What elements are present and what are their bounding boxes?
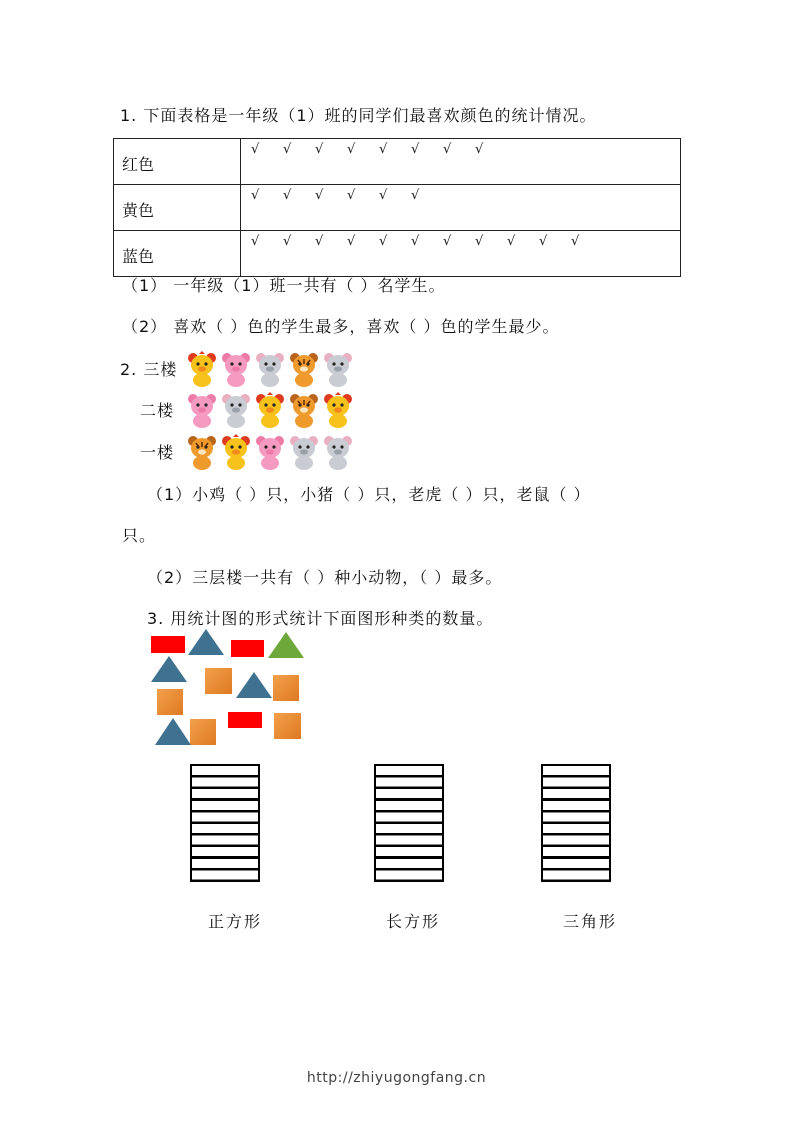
footer-url[interactable]: http://zhiyugongfang.cn (306, 1070, 487, 1086)
row-label-blue: 蓝色 (114, 231, 241, 277)
label-square: 正方形 (208, 912, 263, 931)
check-mark: √ (251, 142, 260, 157)
blue-triangle (188, 629, 224, 655)
check-mark: √ (315, 234, 324, 249)
chick-icon (220, 434, 252, 470)
check-mark: √ (443, 234, 452, 249)
pig-icon (220, 351, 252, 387)
check-mark: √ (379, 234, 388, 249)
chick-icon (254, 392, 286, 428)
table-row (114, 185, 681, 231)
check-mark: √ (379, 188, 388, 203)
floor2-animals (186, 392, 354, 428)
blue-triangle (151, 656, 187, 682)
floor3-animals (186, 351, 354, 387)
table-row (114, 139, 681, 185)
green-triangle (268, 632, 304, 658)
red-rectangle (231, 640, 264, 657)
orange-square (157, 689, 183, 715)
q2-sub2: （2）三层楼一共有（ ）种小动物，（ ）最多。 (147, 568, 503, 587)
blue-triangle (236, 672, 272, 698)
check-mark: √ (507, 234, 516, 249)
orange-square (274, 713, 301, 739)
pig-icon (254, 434, 286, 470)
tiger-icon (186, 434, 218, 470)
red-rectangle (151, 636, 185, 653)
rectangle-count-grid[interactable] (374, 764, 444, 882)
check-mark: √ (251, 234, 260, 249)
tally-marks-yellow (241, 185, 681, 231)
mouse-icon (322, 434, 354, 470)
table-row (114, 231, 681, 277)
floor1-animals (186, 434, 354, 470)
check-mark: √ (411, 142, 420, 157)
check-mark: √ (315, 142, 324, 157)
check-mark: √ (379, 142, 388, 157)
square-count-grid[interactable] (190, 764, 260, 882)
label-triangle: 三角形 (563, 912, 618, 931)
q3-title: 3. 用统计图的形式统计下面图形种类的数量。 (147, 609, 494, 628)
mouse-icon (288, 434, 320, 470)
red-rectangle (228, 712, 262, 728)
chick-icon (186, 351, 218, 387)
q1-sub1: （1） 一年级（1）班一共有（ ）名学生。 (122, 276, 446, 295)
row-label-red: 红色 (114, 139, 241, 185)
mouse-icon (220, 392, 252, 428)
floor1-label: 一楼 (140, 443, 175, 462)
floor2-label: 二楼 (140, 401, 175, 420)
check-mark: √ (411, 234, 420, 249)
orange-square (273, 675, 299, 701)
check-mark: √ (347, 142, 356, 157)
floor3-label: 2. 三楼 (120, 360, 178, 379)
blue-triangle (155, 718, 191, 745)
q2-sub1-line2: 只。 (122, 526, 157, 545)
check-mark: √ (539, 234, 548, 249)
check-mark: √ (475, 234, 484, 249)
check-mark: √ (251, 188, 260, 203)
check-mark: √ (283, 142, 292, 157)
chick-icon (322, 392, 354, 428)
row-label-yellow: 黄色 (114, 185, 241, 231)
triangle-count-grid[interactable] (541, 764, 611, 882)
label-rectangle: 长方形 (386, 912, 441, 931)
q1-sub2: （2） 喜欢（ ）色的学生最多，喜欢（ ）色的学生最少。 (122, 317, 560, 336)
orange-square (190, 719, 216, 745)
check-mark: √ (475, 142, 484, 157)
tiger-icon (288, 392, 320, 428)
check-mark: √ (315, 188, 324, 203)
tally-marks-red (241, 139, 681, 185)
check-mark: √ (347, 188, 356, 203)
check-mark: √ (283, 234, 292, 249)
check-mark: √ (411, 188, 420, 203)
q2-sub1-line1: （1）小鸡（ ）只，小猪（ ）只，老虎（ ）只，老鼠（ ） (147, 485, 591, 504)
check-mark: √ (347, 234, 356, 249)
mouse-icon (322, 351, 354, 387)
color-tally-table (113, 138, 681, 277)
orange-square (205, 668, 232, 694)
check-mark: √ (443, 142, 452, 157)
check-mark: √ (283, 188, 292, 203)
mouse-icon (254, 351, 286, 387)
pig-icon (186, 392, 218, 428)
q1-title: 1. 下面表格是一年级（1）班的同学们最喜欢颜色的统计情况。 (120, 106, 597, 125)
check-mark: √ (571, 234, 580, 249)
tally-marks-blue (241, 231, 681, 277)
tiger-icon (288, 351, 320, 387)
